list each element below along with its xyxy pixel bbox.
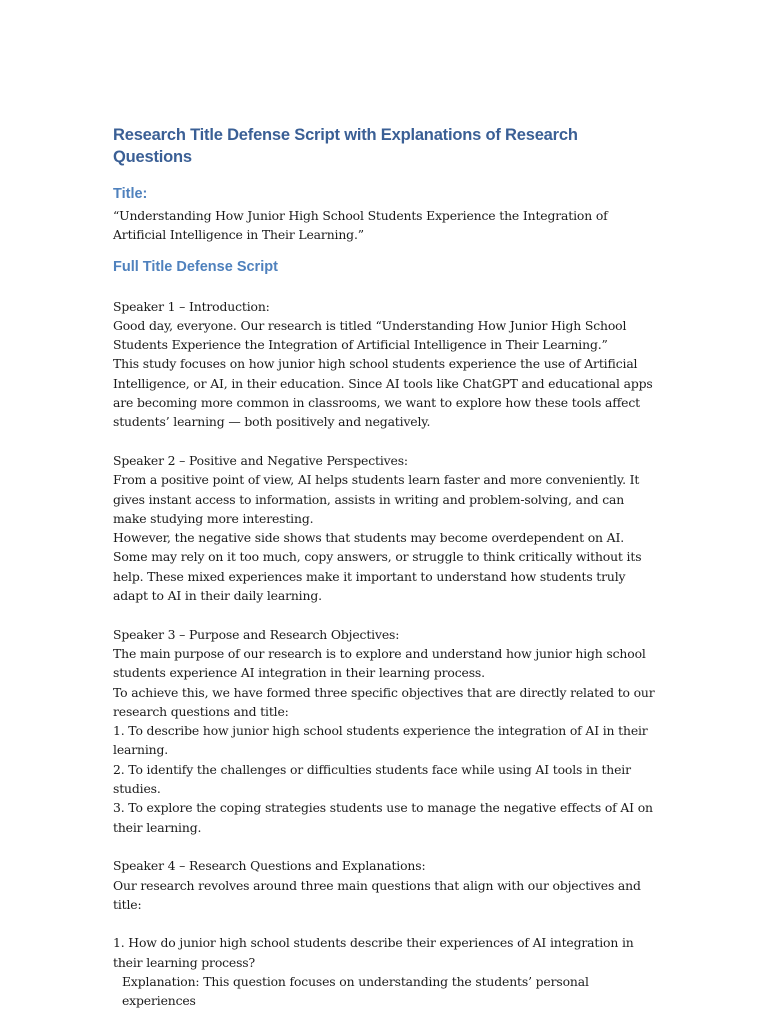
title-label: Title: (113, 186, 148, 202)
document-heading: Research Title Defense Script with Explanations of Research Questions (113, 126, 578, 166)
research-question-1: 1. How do junior high school students describe their experiences of AI integration in their learning process? (113, 935, 634, 970)
research-question-1-explanation: Explanation: This question focuses on understanding the students’ personal experiences (122, 973, 589, 1009)
speaker-2-paragraph-2: However, the negative side shows that students may become overdependent on AI. Some may rely on it too much, copy answers, or struggle to think critically without its help. These mixed experiences make it important to understand how students truly adapt to AI in their daily learning. (113, 530, 642, 604)
speaker-3-block (113, 625, 658, 837)
speaker-1-paragraph-1: Good day, everyone. Our research is titled “Understanding How Junior High School Students Experience the Integration of Artificial Intelligence in Their Learning.” (113, 317, 627, 353)
document-page (113, 124, 658, 1011)
speaker-3-paragraph-2: To achieve this, we have formed three specific objectives that are directly related to our research questions and title: (113, 684, 655, 719)
speaker-2-label: Speaker 2 – Positive and Negative Perspectives: (113, 452, 408, 468)
speaker-4-block (113, 856, 658, 1010)
speaker-4-label: Speaker 4 – Research Questions and Explanations: (113, 858, 426, 874)
speaker-2-paragraph-1: From a positive point of view, AI helps students learn faster and more conveniently. It gives instant access to information, assists in writing and problem-solving, and can make studying more interesting. (113, 472, 640, 526)
objective-2: 2. To identify the challenges or difficulties students face while using AI tools in their studies. (113, 761, 631, 797)
speaker-3-paragraph-1: The main purpose of our research is to explore and understand how junior high school students experience AI integration in their learning process. (113, 645, 646, 681)
speaker-1-block (113, 297, 658, 432)
speaker-1-label: Speaker 1 – Introduction: (113, 298, 270, 314)
speaker-1-paragraph-2: This study focuses on how junior high school students experience the use of Artificial Intelligence, or AI, in their education. Since AI tools like ChatGPT and educational apps are becoming more common in classrooms, we want to explore how these tools affect students’ learning — both positively and negatively. (113, 356, 653, 430)
section-heading: Full Title Defense Script (113, 258, 278, 275)
speaker-4-paragraph-1: Our research revolves around three main questions that align with our objectives and title: (113, 877, 641, 912)
objective-3: 3. To explore the coping strategies students use to manage the negative effects of AI on their learning. (113, 800, 653, 835)
speaker-3-label: Speaker 3 – Purpose and Research Objectives: (113, 626, 400, 642)
objective-1: 1. To describe how junior high school students experience the integration of AI in their learning. (113, 723, 648, 758)
speaker-2-block (113, 451, 658, 605)
research-title-text: “Understanding How Junior High School Students Experience the Integration of Artificial Intelligence in Their Learning.” (113, 208, 608, 243)
